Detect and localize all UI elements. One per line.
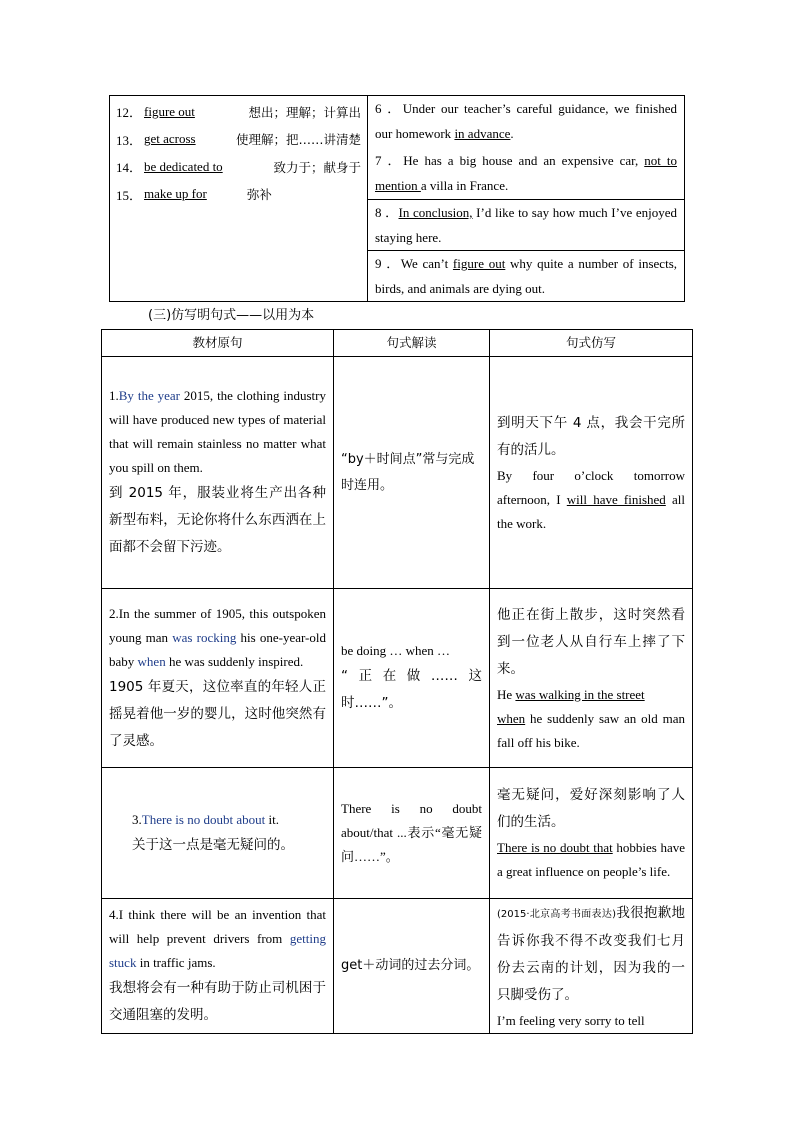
- pattern-analysis: be doing … when … “正在做……这时……”。: [334, 589, 490, 768]
- header-imitation: 句式仿写: [490, 330, 693, 357]
- phrase-answer: make up for: [144, 186, 207, 202]
- table-row: [102, 357, 693, 589]
- pattern-analysis: get＋动词的过去分词。: [334, 899, 490, 1034]
- list-item: 14． be dedicated to 致力于；献身于: [116, 153, 367, 181]
- phrase-list: [110, 96, 368, 301]
- section-title: (三)仿写明句式——以用为本: [148, 308, 315, 323]
- phrase-answer: get across: [144, 131, 196, 147]
- table-row: [102, 899, 693, 1034]
- sentence-pattern-table: [101, 329, 693, 1034]
- header-analysis: 句式解读: [334, 330, 490, 357]
- example-sentence-9: 9 ．We can’t figure out why quite a number of insects, birds, and animals are dying out.: [368, 250, 684, 301]
- source-tag: (2015·北京高考书面表达): [497, 908, 617, 920]
- imitation-sentence: 到明天下午 4 点，我会干完所有的活儿。 By four o’clock tomorrow afternoon, I will have finished all the work.: [490, 357, 693, 589]
- header-original: 教材原句: [102, 330, 334, 357]
- phrase-answer: be dedicated to: [144, 158, 223, 174]
- vocab-table: [109, 95, 685, 302]
- pattern-analysis: “by＋时间点”常与完成时连用。: [334, 357, 490, 589]
- original-sentence: 4.I think there will be an invention that will help prevent drivers from getting stuck in traffic jams. 我想将会有一种有助于防止司机困于交通阻塞的发明。: [102, 899, 334, 1034]
- example-sentences: [368, 96, 684, 301]
- table-row: [102, 768, 693, 899]
- original-sentence: 1.By the year 2015, the clothing industry will have produced new types of material that will remain stainless no matter what you spill on them. 到 2015 年，服装业将生产出各种新型布料，无论你将什么东西洒在上面都不会留下污迹。: [102, 357, 334, 589]
- phrase-meaning: 致力于；献身于: [273, 159, 361, 175]
- table-row: [102, 589, 693, 768]
- example-sentence-6: 6 ．Under our teacher’s careful guidance, we finished our homework in advance.: [375, 101, 677, 141]
- list-item: 15． make up for 弥补: [116, 181, 367, 209]
- example-sentence-8: 8 ．In conclusion, I’d like to say how much I’ve enjoyed staying here.: [368, 199, 684, 250]
- phrase-meaning: 想出；理解；计算出: [248, 104, 361, 120]
- original-sentence: 2.In the summer of 1905, this outspoken young man was rocking his one-year-old baby when he was suddenly inspired. 1905 年夏天，这位率直的年轻人正摇晃着他一岁的婴儿，这时他突然有了灵感。: [102, 589, 334, 768]
- phrase-meaning: 使理解；把……讲清楚: [235, 132, 361, 148]
- imitation-sentence: 毫无疑问，爱好深刻影响了人们的生活。 There is no doubt that hobbies have a great influence on people’s life.: [490, 768, 693, 899]
- pattern-analysis: There is no doubt about/that ...表示“毫无疑问……”。: [334, 768, 490, 899]
- list-item: 13． get across 使理解；把……讲清楚: [116, 126, 367, 154]
- phrase-answer: figure out: [144, 103, 195, 119]
- imitation-sentence: 他正在街上散步，这时突然看到一位老人从自行车上摔了下来。 He was walking in the street when he suddenly saw an old man fall off his bike.: [490, 589, 693, 768]
- original-sentence: 3.There is no doubt about it. 关于这一点是毫无疑问的。: [102, 768, 334, 899]
- imitation-sentence: (2015·北京高考书面表达)我很抱歉地告诉你我不得不改变我们七月份去云南的计划，因为我的一只脚受伤了。 I’m feeling very sorry to tell: [490, 899, 693, 1034]
- phrase-meaning: 弥补: [246, 187, 272, 203]
- list-item: 12． figure out 想出；理解；计算出: [116, 98, 367, 126]
- example-sentence-7: 7 ．He has a big house and an expensive car, not to mention a villa in France.: [375, 153, 677, 193]
- table-header-row: [102, 330, 693, 357]
